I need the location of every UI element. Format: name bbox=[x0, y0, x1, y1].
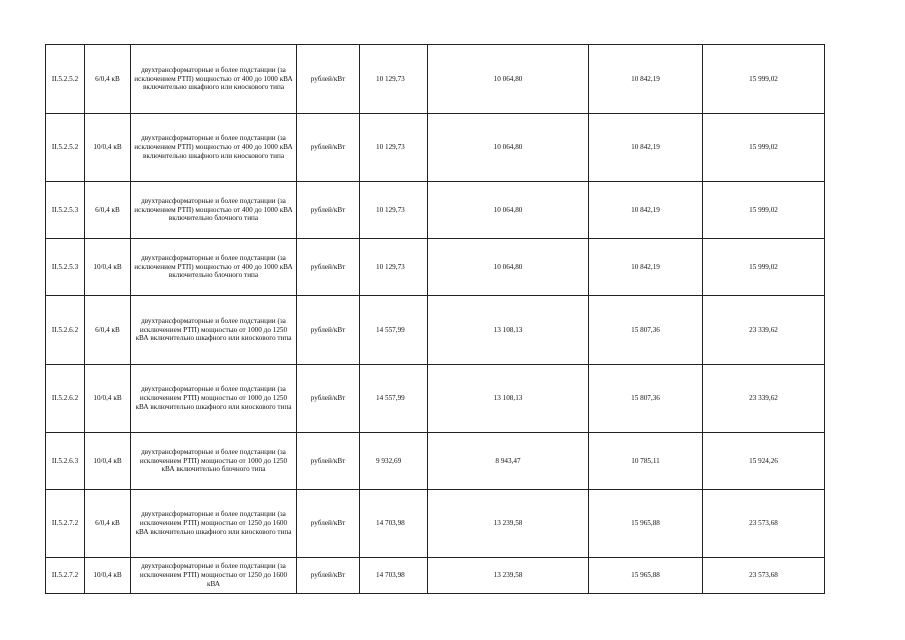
row-value-1: 14 557,99 bbox=[360, 296, 428, 365]
table-row bbox=[46, 182, 825, 239]
table-row bbox=[46, 296, 825, 365]
row-description: двухтрансформаторные и более подстанции (за исключением РТП) мощностью от 1250 до 1600 кВА включительно шкафного или киоскового типа bbox=[131, 490, 297, 558]
row-value-1: 14 703,98 bbox=[360, 490, 428, 558]
row-code: II.5.2.6.2 bbox=[46, 296, 85, 365]
row-value-1: 10 129,73 bbox=[360, 239, 428, 296]
row-voltage: 6/0,4 кВ bbox=[85, 490, 131, 558]
row-value-3: 10 842,19 bbox=[589, 239, 703, 296]
row-unit: рублей/кВт bbox=[297, 558, 360, 594]
row-description: двухтрансформаторные и более подстанции (за исключением РТП) мощностью от 400 до 1000 кВА включительно блочного типа bbox=[131, 182, 297, 239]
row-value-2: 13 108,13 bbox=[428, 365, 589, 433]
row-unit: рублей/кВт bbox=[297, 45, 360, 114]
row-value-4: 23 573,68 bbox=[703, 490, 825, 558]
row-value-4: 15 999,02 bbox=[703, 239, 825, 296]
row-value-4: 23 339,62 bbox=[703, 365, 825, 433]
row-description: двухтрансформаторные и более подстанции (за исключением РТП) мощностью от 1000 до 1250 кВА включительно шкафного или киоскового типа bbox=[131, 365, 297, 433]
row-code: II.5.2.6.3 bbox=[46, 433, 85, 490]
row-voltage: 10/0,4 кВ bbox=[85, 114, 131, 182]
row-value-2: 13 108,13 bbox=[428, 296, 589, 365]
row-value-4: 15 999,02 bbox=[703, 182, 825, 239]
row-unit: рублей/кВт bbox=[297, 296, 360, 365]
row-value-1: 10 129,73 bbox=[360, 182, 428, 239]
row-value-4: 15 999,02 bbox=[703, 114, 825, 182]
table-row bbox=[46, 239, 825, 296]
row-description: двухтрансформаторные и более подстанции (за исключением РТП) мощностью от 400 до 1000 кВА включительно шкафного или киоскового типа bbox=[131, 114, 297, 182]
row-value-4: 15 924,26 bbox=[703, 433, 825, 490]
row-value-1: 9 932,69 bbox=[360, 433, 428, 490]
row-code: II.5.2.7.2 bbox=[46, 490, 85, 558]
row-code: II.5.2.6.2 bbox=[46, 365, 85, 433]
table-row bbox=[46, 490, 825, 558]
tariff-table bbox=[45, 44, 825, 594]
table-row bbox=[46, 365, 825, 433]
row-description: двухтрансформаторные и более подстанции (за исключением РТП) мощностью от 400 до 1000 кВА включительно шкафного или киоскового типа bbox=[131, 45, 297, 114]
table-row bbox=[46, 558, 825, 594]
row-value-4: 15 999,02 bbox=[703, 45, 825, 114]
row-voltage: 6/0,4 кВ bbox=[85, 296, 131, 365]
row-code: II.5.2.7.2 bbox=[46, 558, 85, 594]
row-value-1: 10 129,73 bbox=[360, 114, 428, 182]
row-unit: рублей/кВт bbox=[297, 182, 360, 239]
table-row bbox=[46, 114, 825, 182]
row-voltage: 6/0,4 кВ bbox=[85, 45, 131, 114]
row-voltage: 10/0,4 кВ bbox=[85, 239, 131, 296]
row-value-3: 15 965,88 bbox=[589, 558, 703, 594]
row-value-2: 10 064,80 bbox=[428, 239, 589, 296]
row-value-2: 13 239,58 bbox=[428, 490, 589, 558]
row-value-2: 13 239,58 bbox=[428, 558, 589, 594]
row-value-1: 14 703,98 bbox=[360, 558, 428, 594]
row-value-3: 15 965,88 bbox=[589, 490, 703, 558]
row-value-4: 23 573,68 bbox=[703, 558, 825, 594]
row-description: двухтрансформаторные и более подстанции (за исключением РТП) мощностью от 400 до 1000 кВА включительно блочного типа bbox=[131, 239, 297, 296]
row-value-3: 10 842,19 bbox=[589, 182, 703, 239]
row-code: II.5.2.5.3 bbox=[46, 182, 85, 239]
row-voltage: 10/0,4 кВ bbox=[85, 433, 131, 490]
row-code: II.5.2.5.2 bbox=[46, 114, 85, 182]
row-value-3: 10 842,19 bbox=[589, 114, 703, 182]
row-value-2: 10 064,80 bbox=[428, 45, 589, 114]
row-description: двухтрансформаторные и более подстанции (за исключением РТП) мощностью от 1250 до 1600 кВА bbox=[131, 558, 297, 594]
row-code: II.5.2.5.3 bbox=[46, 239, 85, 296]
row-value-3: 15 807,36 bbox=[589, 296, 703, 365]
row-voltage: 6/0,4 кВ bbox=[85, 182, 131, 239]
row-value-2: 10 064,80 bbox=[428, 114, 589, 182]
row-code: II.5.2.5.2 bbox=[46, 45, 85, 114]
row-unit: рублей/кВт bbox=[297, 365, 360, 433]
row-value-3: 15 807,36 bbox=[589, 365, 703, 433]
row-unit: рублей/кВт bbox=[297, 433, 360, 490]
table-row bbox=[46, 45, 825, 114]
tariff-table-body bbox=[46, 45, 825, 594]
row-description: двухтрансформаторные и более подстанции (за исключением РТП) мощностью от 1000 до 1250 кВА включительно блочного типа bbox=[131, 433, 297, 490]
row-voltage: 10/0,4 кВ bbox=[85, 365, 131, 433]
row-unit: рублей/кВт bbox=[297, 490, 360, 558]
row-voltage: 10/0,4 кВ bbox=[85, 558, 131, 594]
table-row bbox=[46, 433, 825, 490]
row-value-2: 8 943,47 bbox=[428, 433, 589, 490]
row-unit: рублей/кВт bbox=[297, 239, 360, 296]
row-value-2: 10 064,80 bbox=[428, 182, 589, 239]
row-unit: рублей/кВт bbox=[297, 114, 360, 182]
row-description: двухтрансформаторные и более подстанции (за исключением РТП) мощностью от 1000 до 1250 кВА включительно шкафного или киоскового типа bbox=[131, 296, 297, 365]
row-value-4: 23 339,62 bbox=[703, 296, 825, 365]
row-value-3: 10 785,11 bbox=[589, 433, 703, 490]
row-value-3: 10 842,19 bbox=[589, 45, 703, 114]
row-value-1: 14 557,99 bbox=[360, 365, 428, 433]
row-value-1: 10 129,73 bbox=[360, 45, 428, 114]
